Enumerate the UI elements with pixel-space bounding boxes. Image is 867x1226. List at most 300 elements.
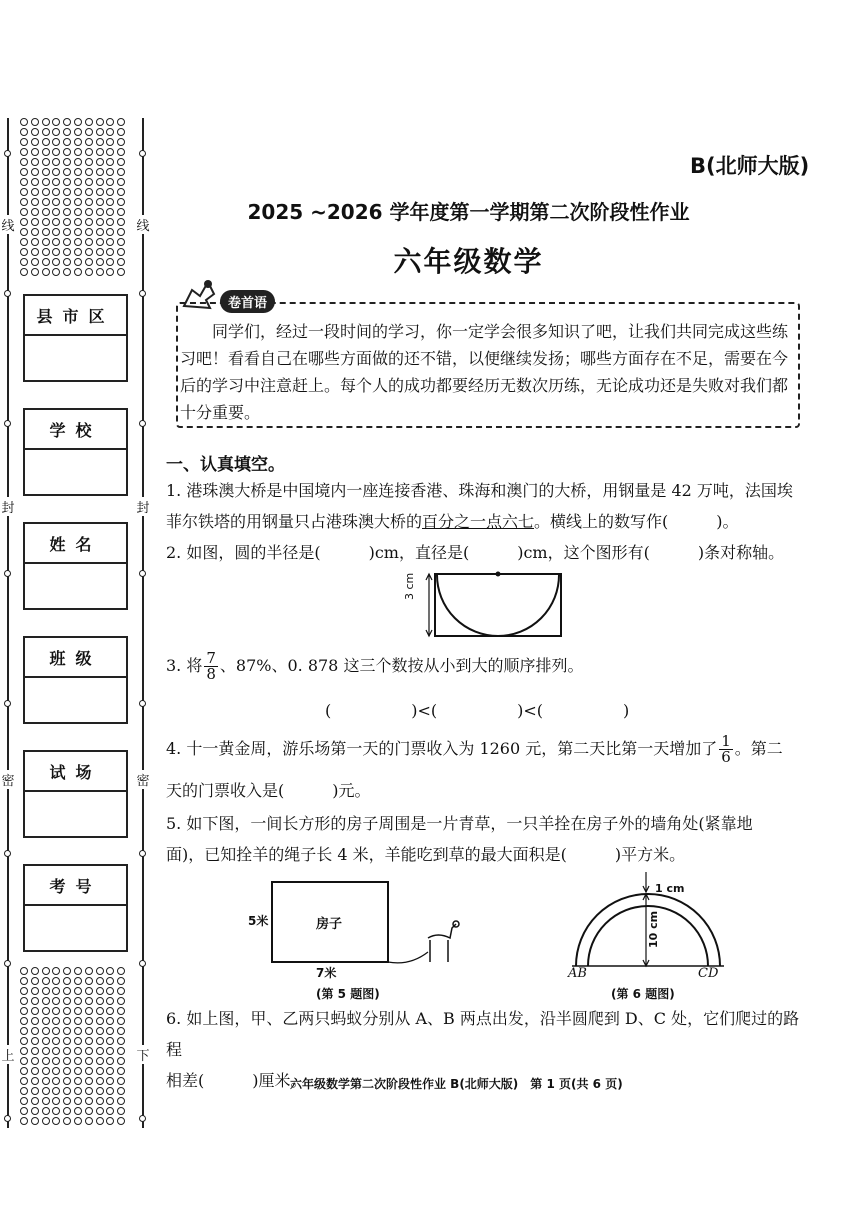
margin-label-seal: 封 <box>0 497 16 516</box>
dot-ornament <box>63 1037 71 1045</box>
dot-ornament <box>31 987 39 995</box>
dot-ornament <box>96 1107 104 1115</box>
dot-ornament <box>52 1097 60 1105</box>
fraction-1-6 <box>719 734 733 765</box>
dot-ornament <box>63 977 71 985</box>
dot-ornament <box>52 1077 60 1085</box>
dot-ornament <box>52 1067 60 1075</box>
question-5-line1: 5. 如下图，一间长方形的房子周围是一片青草，一只羊拴在房子外的墙角处(紧靠地 <box>166 814 753 833</box>
binding-hole <box>4 570 11 577</box>
dot-ornament <box>20 1117 28 1125</box>
dot-ornament <box>74 997 82 1005</box>
dot-ornament <box>96 138 104 146</box>
dot-ornament <box>31 1087 39 1095</box>
dot-ornament <box>106 1097 114 1105</box>
dot-ornament <box>52 1017 60 1025</box>
dot-ornament <box>85 148 93 156</box>
figure-6-caption: (第 6 题图) <box>611 987 675 1001</box>
dot-ornament <box>117 1107 125 1115</box>
question-5 <box>166 808 806 870</box>
dot-ornament <box>31 168 39 176</box>
dot-ornament <box>117 158 125 166</box>
question-3-answer-blanks[interactable]: ( )<( )<( ) <box>325 701 630 720</box>
binding-hole <box>139 960 146 967</box>
dot-ornament <box>85 987 93 995</box>
dot-ornament <box>52 977 60 985</box>
question-3 <box>166 650 806 682</box>
binding-hole <box>4 150 11 157</box>
question-1-line1: 1. 港珠澳大桥是中国境内一座连接香港、珠海和澳门的大桥，用钢量是 42 万吨，法国埃 <box>166 481 793 500</box>
dot-ornament <box>74 1077 82 1085</box>
dot-ornament <box>63 1067 71 1075</box>
dot-ornament <box>63 128 71 136</box>
dot-ornament <box>106 118 114 126</box>
binding-hole <box>139 570 146 577</box>
dot-ornament <box>42 967 50 975</box>
fraction-denominator: 6 <box>721 748 731 766</box>
dot-ornament <box>106 1087 114 1095</box>
figure-6-height-label: 10 cm <box>647 910 660 948</box>
dot-ornament <box>106 1107 114 1115</box>
dot-ornament <box>96 997 104 1005</box>
dot-ornament <box>85 1047 93 1055</box>
dot-ornament <box>117 138 125 146</box>
question-4-line2[interactable]: 天的门票收入是( )元。 <box>166 781 371 800</box>
margin-label-seal: 封 <box>135 497 151 516</box>
dot-ornament <box>31 1027 39 1035</box>
page-footer: 六年级数学第二次阶段性作业 B(北师大版) 第 1 页(共 6 页) <box>290 1077 623 1091</box>
intro-text: 同学们，经过一段时间的学习，你一定学会很多知识了吧，让我们共同完成这些练习吧！看看自己在哪些方面做的还不错，以便继续发扬；哪些方面存在不足，需要在今后的学习中注意赶上。每个人的成功都要经历无数次历练，无论成功还是失败对我们都十分重要。 <box>180 322 789 422</box>
dot-ornament <box>85 1007 93 1015</box>
dot-ornament <box>117 1077 125 1085</box>
dot-ornament <box>117 1097 125 1105</box>
question-2[interactable]: 2. 如图，圆的半径是( )cm，直径是( )cm，这个图形有( )条对称轴。 <box>166 543 785 562</box>
dot-ornament <box>42 118 50 126</box>
dot-ornament <box>85 1077 93 1085</box>
binding-hole <box>139 150 146 157</box>
dot-ornament <box>52 987 60 995</box>
dot-ornament <box>106 1007 114 1015</box>
dot-ornament <box>31 148 39 156</box>
figure-5-caption: (第 5 题图) <box>316 987 380 1001</box>
dot-ornament <box>96 1047 104 1055</box>
dot-ornament <box>74 1107 82 1115</box>
dot-ornament <box>42 1027 50 1035</box>
binding-hole <box>4 1115 11 1122</box>
dot-ornament <box>117 967 125 975</box>
dot-ornament <box>117 178 125 186</box>
dot-ornament <box>85 188 93 196</box>
exam-title: 2025 ~2026 学年度第一学期第二次阶段性作业 <box>247 200 690 224</box>
dot-ornament <box>63 168 71 176</box>
dot-ornament <box>63 1097 71 1105</box>
dot-ornament <box>117 997 125 1005</box>
dot-ornament <box>106 128 114 136</box>
dot-ornament <box>106 1047 114 1055</box>
dot-ornament <box>106 188 114 196</box>
dot-ornament <box>85 1087 93 1095</box>
dot-ornament <box>52 1047 60 1055</box>
dot-ornament <box>96 1057 104 1065</box>
dot-ornament <box>63 1047 71 1055</box>
dot-ornament <box>31 977 39 985</box>
intro-tag: 卷首语 <box>220 290 275 313</box>
dot-ornament <box>42 158 50 166</box>
dot-ornament <box>52 1087 60 1095</box>
mascot-icon <box>180 276 220 312</box>
fraction-numerator: 7 <box>206 649 216 667</box>
dot-ornament <box>74 1017 82 1025</box>
dot-ornament <box>74 1037 82 1045</box>
dot-ornament <box>42 1067 50 1075</box>
dot-ornament <box>74 1007 82 1015</box>
dot-ornament <box>20 1067 28 1075</box>
section-title: 一、认真填空。 <box>166 455 285 475</box>
dot-ornament <box>31 1097 39 1105</box>
dot-ornament <box>74 168 82 176</box>
dot-ornament <box>52 228 60 236</box>
dot-ornament <box>52 1107 60 1115</box>
dot-ornament <box>117 118 125 126</box>
dot-ornament <box>52 1037 60 1045</box>
dot-ornament <box>85 1067 93 1075</box>
dot-ornament <box>63 967 71 975</box>
dot-ornament <box>31 138 39 146</box>
dot-ornament <box>42 1057 50 1065</box>
dot-ornament <box>85 1107 93 1115</box>
dot-ornament <box>117 1087 125 1095</box>
dot-ornament <box>20 1007 28 1015</box>
dot-ornament <box>85 997 93 1005</box>
question-1-answer-blank[interactable]: 。横线上的数写作( )。 <box>534 512 739 531</box>
dot-ornament <box>106 987 114 995</box>
binding-hole <box>4 960 11 967</box>
fraction-denominator: 8 <box>206 665 216 683</box>
dot-ornament <box>20 1047 28 1055</box>
dot-ornament <box>42 1097 50 1105</box>
dot-ornament <box>96 1067 104 1075</box>
dot-ornament <box>74 158 82 166</box>
question-1-text: 菲尔铁塔的用钢量只占港珠澳大桥的 <box>166 512 423 531</box>
dot-ornament <box>74 1067 82 1075</box>
dot-ornament <box>85 228 93 236</box>
field-label: 班级 <box>25 638 126 678</box>
margin-label-line: 线 <box>135 215 151 234</box>
dot-ornament <box>63 1057 71 1065</box>
dot-ornament <box>42 987 50 995</box>
dot-ornament <box>117 1057 125 1065</box>
field-label: 试场 <box>25 752 126 792</box>
dot-ornament <box>31 1047 39 1055</box>
dot-ornament <box>74 1057 82 1065</box>
dot-ornament <box>31 1037 39 1045</box>
dot-ornament <box>42 168 50 176</box>
dot-ornament <box>85 138 93 146</box>
dot-ornament <box>63 1007 71 1015</box>
binding-hole <box>139 420 146 427</box>
dot-ornament <box>96 158 104 166</box>
fraction-7-8 <box>204 651 218 682</box>
dot-ornament <box>52 128 60 136</box>
dot-ornament <box>42 997 50 1005</box>
dot-ornament <box>52 138 60 146</box>
dot-ornament <box>117 1037 125 1045</box>
dot-ornament <box>96 118 104 126</box>
subject-title: 六年级数学 <box>393 245 544 278</box>
dot-ornament <box>31 1107 39 1115</box>
dot-ornament <box>117 1007 125 1015</box>
dot-ornament <box>106 168 114 176</box>
dot-ornament <box>117 1027 125 1035</box>
dot-ornament <box>96 1037 104 1045</box>
dot-ornament <box>52 1007 60 1015</box>
figure-6-point-ab: AB <box>568 966 587 981</box>
dot-ornament <box>117 128 125 136</box>
dot-ornament <box>20 1037 28 1045</box>
dot-ornament <box>106 138 114 146</box>
dot-ornament <box>74 1087 82 1095</box>
dot-ornament <box>31 1017 39 1025</box>
dot-ornament <box>106 228 114 236</box>
dot-ornament <box>96 228 104 236</box>
binding-hole <box>4 290 11 297</box>
fraction-numerator: 1 <box>721 732 731 750</box>
dot-ornament <box>85 128 93 136</box>
dot-ornament <box>117 1017 125 1025</box>
dot-ornament <box>42 138 50 146</box>
dot-ornament <box>20 1077 28 1085</box>
dot-ornament <box>52 1027 60 1035</box>
dot-ornament <box>20 967 28 975</box>
field-county[interactable] <box>23 294 128 382</box>
house-side-left: 5米 <box>248 914 269 928</box>
dot-ornament <box>85 168 93 176</box>
dot-ornament <box>117 168 125 176</box>
dot-ornament <box>42 1107 50 1115</box>
dot-ornament <box>117 188 125 196</box>
dot-ornament <box>96 178 104 186</box>
dot-ornament <box>106 967 114 975</box>
binding-hole <box>139 1115 146 1122</box>
dot-ornament <box>106 1017 114 1025</box>
dot-ornament <box>20 1107 28 1115</box>
dot-ornament <box>31 188 39 196</box>
dot-ornament <box>96 1117 104 1125</box>
dot-ornament <box>85 1057 93 1065</box>
dot-ornament <box>85 1117 93 1125</box>
dot-ornament <box>106 1117 114 1125</box>
dot-ornament <box>85 1037 93 1045</box>
dot-ornament <box>20 1087 28 1095</box>
dot-ornament <box>63 138 71 146</box>
dot-ornament <box>85 977 93 985</box>
question-4-text: 。第二 <box>734 739 783 758</box>
dot-ornament <box>117 987 125 995</box>
field-school[interactable] <box>23 408 128 496</box>
dot-ornament <box>52 148 60 156</box>
dot-ornament <box>74 178 82 186</box>
margin-label-bottom: 下 <box>135 1045 151 1064</box>
dot-ornament <box>42 188 50 196</box>
dot-ornament <box>42 1087 50 1095</box>
dot-ornament <box>52 967 60 975</box>
dot-ornament <box>20 1057 28 1065</box>
dot-ornament <box>85 1097 93 1105</box>
edition-label: B(北师大版) <box>690 154 810 178</box>
question-6-line1: 6. 如上图，甲、乙两只蚂蚁分别从 A、B 两点出发，沿半圆爬到 D、C 处，它们爬过的路程 <box>166 1009 800 1059</box>
dot-ornament <box>42 178 50 186</box>
dot-ornament <box>106 1057 114 1065</box>
dot-ornament <box>106 1027 114 1035</box>
dot-ornament <box>96 977 104 985</box>
margin-label-secret: 密 <box>135 770 151 789</box>
dot-ornament <box>106 1067 114 1075</box>
field-exam-number[interactable] <box>23 864 128 952</box>
dot-ornament <box>117 228 125 236</box>
dot-ornament <box>106 1037 114 1045</box>
dot-ornament <box>85 158 93 166</box>
question-5-figure <box>270 880 470 970</box>
dot-ornament <box>42 1117 50 1125</box>
question-3-text: 3. 将 <box>166 656 203 675</box>
question-4 <box>166 733 806 806</box>
dot-ornament <box>63 1077 71 1085</box>
dot-ornament <box>52 1057 60 1065</box>
dot-ornament <box>42 228 50 236</box>
dot-ornament <box>74 1027 82 1035</box>
underlined-number: 百分之一点六七 <box>422 512 535 531</box>
question-3-text: 、87%、0. 878 这三个数按从小到大的顺序排列。 <box>219 656 584 675</box>
dot-ornament <box>106 158 114 166</box>
dot-ornament <box>42 148 50 156</box>
dot-ornament <box>63 228 71 236</box>
dot-ornament <box>106 997 114 1005</box>
dot-ornament <box>52 118 60 126</box>
dot-ornament <box>20 118 28 126</box>
dot-ornament <box>31 997 39 1005</box>
dot-ornament <box>31 967 39 975</box>
dot-ornament <box>52 997 60 1005</box>
margin-label-top: 上 <box>0 1045 16 1064</box>
dot-ornament <box>63 987 71 995</box>
field-label: 姓名 <box>25 524 126 564</box>
dot-ornament <box>42 1037 50 1045</box>
dot-ornament <box>42 1017 50 1025</box>
dot-ornament <box>96 1007 104 1015</box>
dot-ornament <box>20 188 28 196</box>
question-1 <box>166 475 806 537</box>
dot-ornament <box>31 228 39 236</box>
dot-ornament <box>106 1077 114 1085</box>
dot-ornament <box>74 148 82 156</box>
dot-ornament <box>20 997 28 1005</box>
figure-6-top-label: 1 cm <box>655 882 685 895</box>
dot-ornament <box>63 1027 71 1035</box>
dot-ornament <box>20 1017 28 1025</box>
dot-ornament <box>31 178 39 186</box>
dot-ornament <box>74 987 82 995</box>
dot-ornament <box>52 1117 60 1125</box>
question-5-line2[interactable]: 面)，已知拴羊的绳子长 4 米，羊能吃到草的最大面积是( )平方米。 <box>166 845 686 864</box>
binding-hole <box>139 850 146 857</box>
dot-ornament <box>20 138 28 146</box>
margin-label-secret: 密 <box>0 770 16 789</box>
dot-ornament <box>63 148 71 156</box>
dot-ornament <box>96 168 104 176</box>
dot-ornament <box>20 158 28 166</box>
field-name[interactable] <box>23 522 128 610</box>
dot-ornament <box>31 118 39 126</box>
dot-ornament <box>63 158 71 166</box>
dot-ornament <box>42 1047 50 1055</box>
dot-ornament <box>96 188 104 196</box>
dot-ornament <box>42 128 50 136</box>
dot-ornament <box>20 148 28 156</box>
binding-hole <box>139 290 146 297</box>
dot-ornament <box>117 1117 125 1125</box>
question-2-figure <box>415 568 565 640</box>
field-label: 学校 <box>25 410 126 450</box>
dot-ornament <box>96 128 104 136</box>
dot-ornament <box>74 1097 82 1105</box>
figure-6-point-cd: CD <box>698 966 719 981</box>
dot-ornament <box>96 1097 104 1105</box>
dot-ornament <box>85 1017 93 1025</box>
dot-ornament <box>63 1117 71 1125</box>
binding-hole <box>139 700 146 707</box>
field-exam-room[interactable] <box>23 750 128 838</box>
dot-ornament <box>96 987 104 995</box>
dot-ornament <box>31 128 39 136</box>
dot-ornament <box>31 1007 39 1015</box>
dot-ornament <box>85 118 93 126</box>
question-4-line1 <box>166 733 806 765</box>
dot-ornament <box>42 1007 50 1015</box>
dot-ornament <box>42 1077 50 1085</box>
field-label: 县市区 <box>25 296 126 336</box>
dot-ornament <box>20 1097 28 1105</box>
field-class[interactable] <box>23 636 128 724</box>
dot-ornament <box>63 178 71 186</box>
dot-ornament <box>20 168 28 176</box>
dot-ornament <box>85 178 93 186</box>
dot-ornament <box>106 148 114 156</box>
dot-ornament <box>31 1067 39 1075</box>
dot-ornament <box>31 1057 39 1065</box>
dot-ornament <box>117 1047 125 1055</box>
question-2-figure-label: 3 cm <box>403 572 416 600</box>
dot-ornament <box>52 178 60 186</box>
house-label: 房子 <box>316 917 343 932</box>
dot-ornament <box>96 1017 104 1025</box>
dot-ornament <box>52 188 60 196</box>
dot-ornament <box>74 128 82 136</box>
dot-ornament <box>74 1117 82 1125</box>
dot-ornament <box>96 1087 104 1095</box>
dot-ornament <box>85 967 93 975</box>
dot-ornament <box>96 1077 104 1085</box>
dot-ornament <box>63 188 71 196</box>
margin-label-line: 线 <box>0 215 16 234</box>
question-6-line2[interactable]: 相差( )厘米。 <box>166 1071 307 1090</box>
dot-ornament <box>63 1087 71 1095</box>
dot-ornament <box>96 967 104 975</box>
dot-ornament <box>96 1027 104 1035</box>
binding-hole <box>4 850 11 857</box>
dot-ornament <box>106 977 114 985</box>
dot-ornament <box>96 148 104 156</box>
question-1-line2 <box>166 506 806 537</box>
